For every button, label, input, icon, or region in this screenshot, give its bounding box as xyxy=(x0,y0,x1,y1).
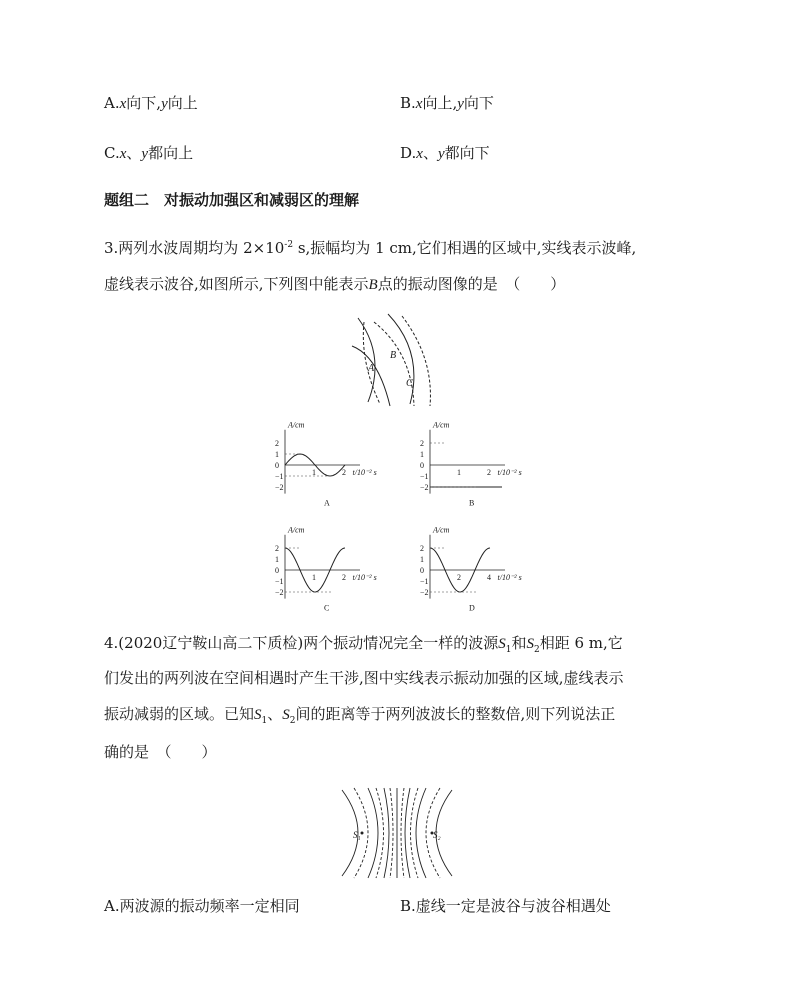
graph-ytick: 0 xyxy=(275,566,279,575)
q3-wave-figure xyxy=(350,312,440,408)
q4-interference-figure xyxy=(338,786,456,880)
graph-ytick: −1 xyxy=(420,472,429,481)
graph-b xyxy=(420,421,522,508)
q2-option-b: B.x向上,y向下 xyxy=(400,94,494,112)
graph-a xyxy=(275,421,377,508)
graph-xtick: 1 xyxy=(312,573,316,582)
graph-xtick: 1 xyxy=(312,468,316,477)
graph-xtick: 2 xyxy=(457,573,461,582)
wave-label-b: B xyxy=(390,350,397,361)
graph-ytick: 1 xyxy=(275,450,279,459)
graph-xlabel: t/10⁻² s xyxy=(497,468,522,477)
graph-ytick: −1 xyxy=(275,577,284,586)
graph-xtick: 2 xyxy=(342,468,346,477)
q2-option-c: C.x、y都向上 xyxy=(104,144,194,162)
q2-option-d: D.x、y都向下 xyxy=(400,144,490,162)
graph-ytick: −1 xyxy=(275,472,284,481)
q4-option-a: A.两波源的振动频率一定相同 xyxy=(104,897,300,915)
graph-ytick: −2 xyxy=(420,483,429,492)
q4-line-2: 们发出的两列波在空间相遇时产生干涉,图中实线表示振动加强的区域,虚线表示 xyxy=(104,669,624,687)
q4-option-b: B.虚线一定是波谷与波谷相遇处 xyxy=(400,897,611,915)
source-s1-label: S₁ xyxy=(353,830,361,840)
graph-ylabel: A/cm xyxy=(433,420,450,430)
q3-line-1: 3.两列水波周期均为 $2\times 10^{-2}$ s,振幅均为 1 cm,它们相遇的区域中,实线表示波峰, xyxy=(104,239,637,257)
q3-answer-graphs xyxy=(250,410,550,615)
graph-ytick: −2 xyxy=(275,588,284,597)
graph-caption: B xyxy=(469,498,475,508)
q4-line-1: 4.(2020辽宁鞍山高二下质检)两个振动情况完全一样的波源$S_1$和$S_2$相距 6 m,它 xyxy=(104,634,623,655)
graph-caption: A xyxy=(324,498,330,508)
graph-ytick: −1 xyxy=(420,577,429,586)
source-s2-label: S₂ xyxy=(433,830,441,840)
q2-option-a: A.x向下,y向上 xyxy=(104,94,198,112)
graph-ytick: 1 xyxy=(275,555,279,564)
graph-ytick: 0 xyxy=(275,461,279,470)
graph-caption: D xyxy=(469,603,475,613)
graph-ytick: 1 xyxy=(420,555,424,564)
graph-xlabel: t/10⁻² s xyxy=(352,573,377,582)
graph-caption: C xyxy=(324,603,330,613)
graph-ylabel: A/cm xyxy=(433,525,450,535)
graph-xtick: 1 xyxy=(457,468,461,477)
graph-ytick: −2 xyxy=(420,588,429,597)
section-title: 题组二 对振动加强区和减弱区的理解 xyxy=(104,191,360,209)
graph-ytick: 2 xyxy=(420,439,424,448)
graph-ytick: 2 xyxy=(420,544,424,553)
graph-ytick: 2 xyxy=(275,439,279,448)
graph-ytick: 0 xyxy=(420,566,424,575)
graph-xlabel: t/10⁻² s xyxy=(497,573,522,582)
wave-label-c: C xyxy=(406,378,413,389)
wave-label-a: A xyxy=(368,363,375,374)
graph-xlabel: t/10⁻² s xyxy=(352,468,377,477)
graph-ytick: 1 xyxy=(420,450,424,459)
graph-ytick: −2 xyxy=(275,483,284,492)
graph-ytick: 0 xyxy=(420,461,424,470)
graph-c xyxy=(275,526,377,613)
q4-line-4: 确的是 （ ） xyxy=(104,743,217,761)
graph-xtick: 4 xyxy=(487,573,491,582)
graph-ylabel: A/cm xyxy=(288,525,305,535)
q3-line-2: 虚线表示波谷,如图所示,下列图中能表示B点的振动图像的是 （ ） xyxy=(104,275,566,293)
graph-xtick: 2 xyxy=(342,573,346,582)
graph-xtick: 2 xyxy=(487,468,491,477)
graph-d xyxy=(420,526,522,613)
graph-ytick: 2 xyxy=(275,544,279,553)
graph-ylabel: A/cm xyxy=(288,420,305,430)
q4-line-3: 振动减弱的区域。已知$S_1$、$S_2$间的距离等于两列波波长的整数倍,则下列说法正 xyxy=(104,705,616,726)
